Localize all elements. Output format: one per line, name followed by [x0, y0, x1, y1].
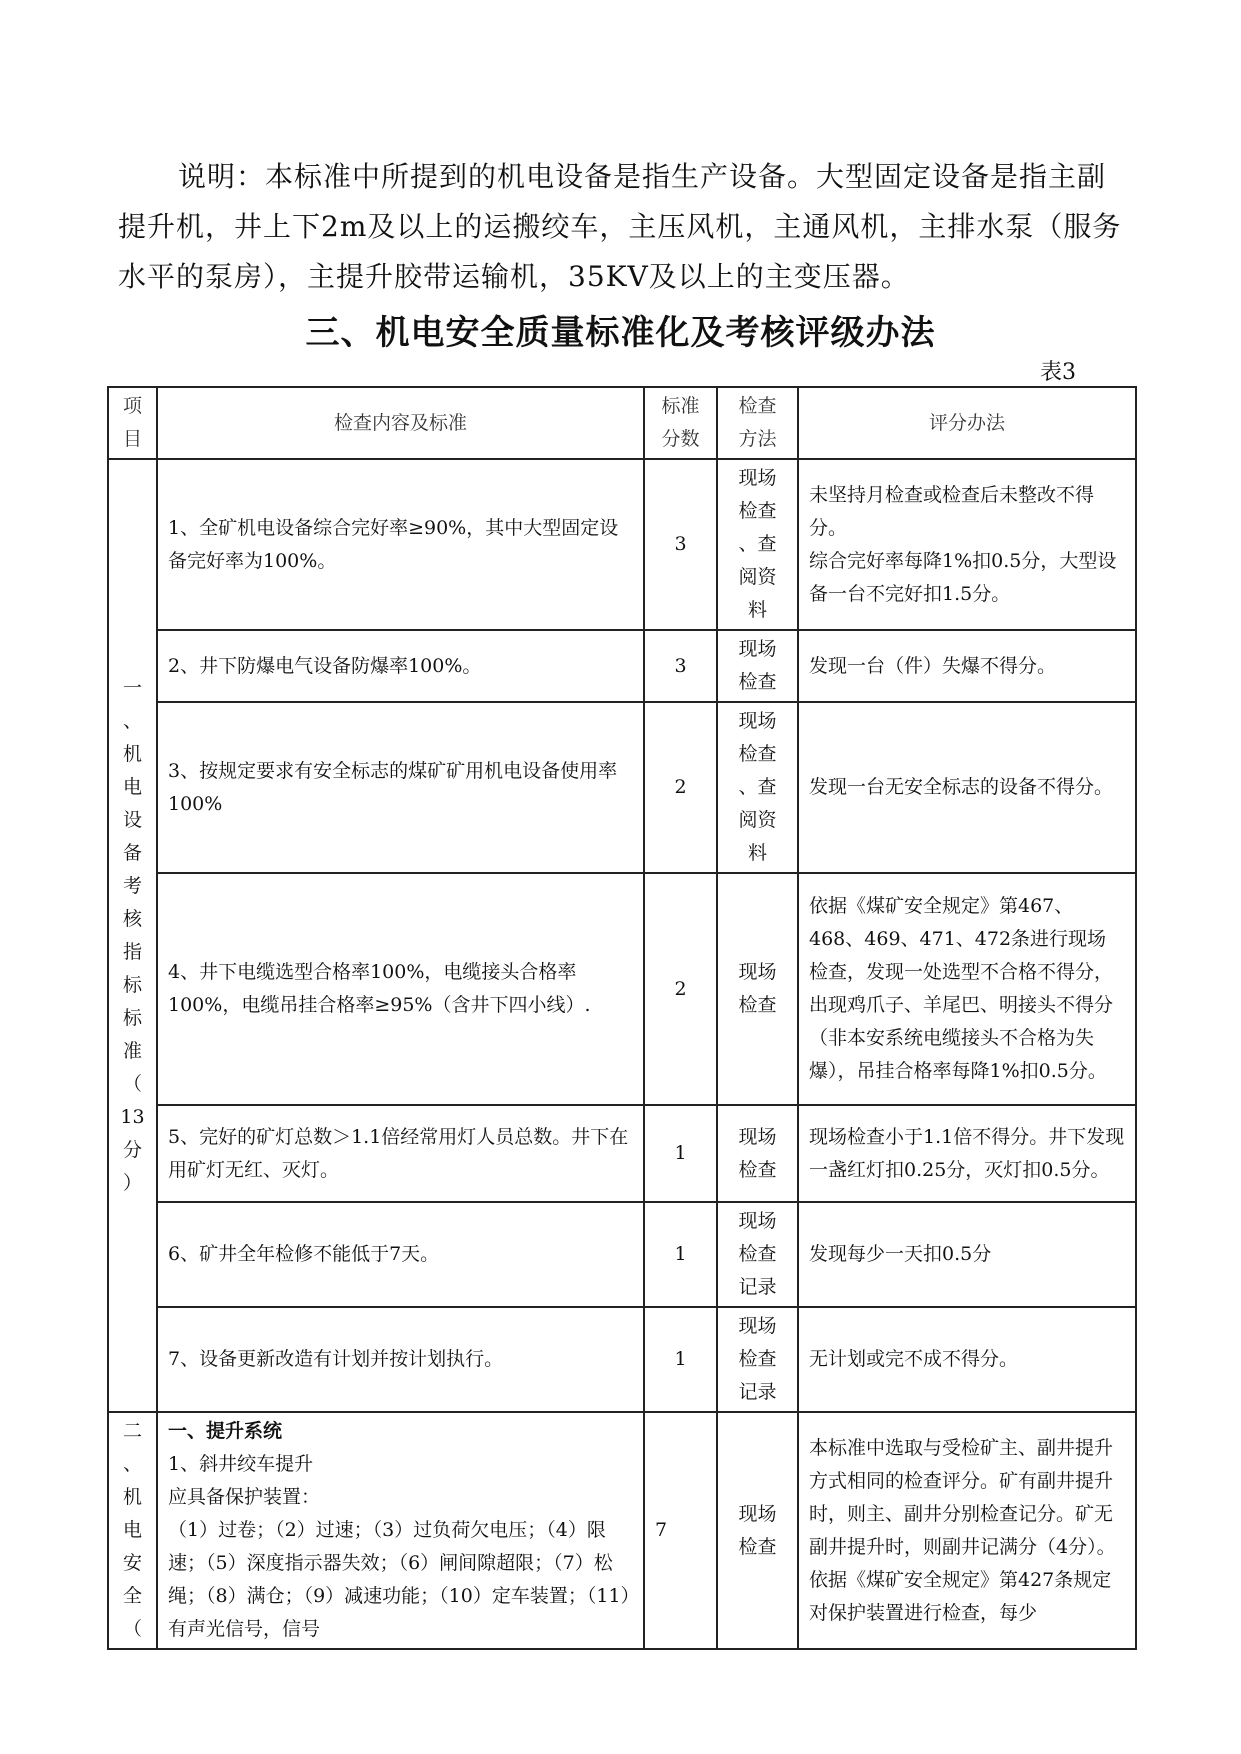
table-row: [108, 1202, 1136, 1307]
row-method: 现场 检查: [717, 1412, 798, 1649]
table-header-row: [108, 387, 1136, 459]
row-method: 现场 检查 、查 阅资 料: [717, 459, 798, 630]
header-item: 项 目: [108, 387, 157, 459]
table-row: [108, 1105, 1136, 1202]
category-cell-2: 二 、 机 电 安 全 （: [108, 1412, 157, 1649]
category-cell-1: 一 、 机 电 设 备 考 核 指 标 标 准 （ 13 分 ）: [108, 459, 157, 1412]
row-content: 6、矿井全年检修不能低于7天。: [157, 1202, 644, 1307]
assessment-table: [107, 386, 1137, 1650]
row-score: 1: [644, 1105, 717, 1202]
row-score: 3: [644, 630, 717, 702]
table-row: [108, 702, 1136, 873]
row-rating: 本标准中选取与受检矿主、副井提升方式相同的检查评分。矿有副井提升时，则主、副井分别检查记分。矿无副井提升时，则副井记满分（4分）。 依据《煤矿安全规定》第427条规定对保护装置进行检查，每少: [798, 1412, 1136, 1649]
section-heading: 一、提升系统: [168, 1420, 283, 1442]
row-method: 现场 检查 、查 阅资 料: [717, 702, 798, 873]
row-method: 现场 检查 记录: [717, 1307, 798, 1412]
row-rating: 无计划或完不成不得分。: [798, 1307, 1136, 1412]
row-score: 1: [644, 1307, 717, 1412]
row-content: 1、全矿机电设备综合完好率≥90%，其中大型固定设备完好率为100%。: [157, 459, 644, 630]
row-rating: 未坚持月检查或检查后未整改不得分。 综合完好率每降1%扣0.5分，大型设备一台不完好扣1.5分。: [798, 459, 1136, 630]
row-rating: 发现每少一天扣0.5分: [798, 1202, 1136, 1307]
row-content: 4、井下电缆选型合格率100%，电缆接头合格率100%，电缆吊挂合格率≥95%（含井下四小线）.: [157, 873, 644, 1105]
table-row: [108, 1307, 1136, 1412]
table-label: 表3: [1040, 360, 1076, 385]
table-row: [108, 630, 1136, 702]
row-content: 3、按规定要求有安全标志的煤矿矿用机电设备使用率100%: [157, 702, 644, 873]
header-score: 标准 分数: [644, 387, 717, 459]
row-content: 一、提升系统 1、斜井绞车提升 应具备保护装置： （1）过卷；（2）过速；（3）过负荷欠电压；（4）限速；（5）深度指示器失效；（6）闸间隙超限；（7）松绳；（8）满仓；（9）减速功能；（10）定车装置；（11）有声光信号，信号: [157, 1412, 644, 1649]
row-score: 1: [644, 1202, 717, 1307]
header-rating: 评分办法: [798, 387, 1136, 459]
table-row: [108, 1412, 1136, 1649]
row-score: 7: [644, 1412, 717, 1649]
row-method: 现场 检查: [717, 1105, 798, 1202]
row-content: 2、井下防爆电气设备防爆率100%。: [157, 630, 644, 702]
row-content: 5、完好的矿灯总数＞1.1倍经常用灯人员总数。井下在用矿灯无红、灭灯。: [157, 1105, 644, 1202]
row-score: 2: [644, 873, 717, 1105]
row-rating: 发现一台（件）失爆不得分。: [798, 630, 1136, 702]
row-score: 2: [644, 702, 717, 873]
row-rating: 依据《煤矿安全规定》第467、468、469、471、472条进行现场检查，发现一处选型不合格不得分，出现鸡爪子、羊尾巴、明接头不得分（非本安系统电缆接头不合格为失爆），吊挂合格率每降1%扣0.5分。: [798, 873, 1136, 1105]
page-title: 三、机电安全质量标准化及考核评级办法: [305, 313, 936, 353]
table-row: [108, 459, 1136, 630]
row-rating: 现场检查小于1.1倍不得分。井下发现一盏红灯扣0.25分，灭灯扣0.5分。: [798, 1105, 1136, 1202]
row-method: 现场 检查 记录: [717, 1202, 798, 1307]
row-method: 现场 检查: [717, 630, 798, 702]
table-row: [108, 873, 1136, 1105]
row-method: 现场 检查: [717, 873, 798, 1105]
intro-paragraph: 说明：本标准中所提到的机电设备是指生产设备。大型固定设备是指主副提升机，井上下2m及以上的运搬绞车，主压风机，主通风机，主排水泵（服务水平的泵房），主提升胶带运输机，35KV及以上的主变压器。: [118, 160, 1122, 293]
row-rating: 发现一台无安全标志的设备不得分。: [798, 702, 1136, 873]
row-content: 7、设备更新改造有计划并按计划执行。: [157, 1307, 644, 1412]
header-content: 检查内容及标准: [157, 387, 644, 459]
subsection-heading: 1、斜井绞车提升: [168, 1453, 314, 1475]
row-score: 3: [644, 459, 717, 630]
header-method: 检查 方法: [717, 387, 798, 459]
